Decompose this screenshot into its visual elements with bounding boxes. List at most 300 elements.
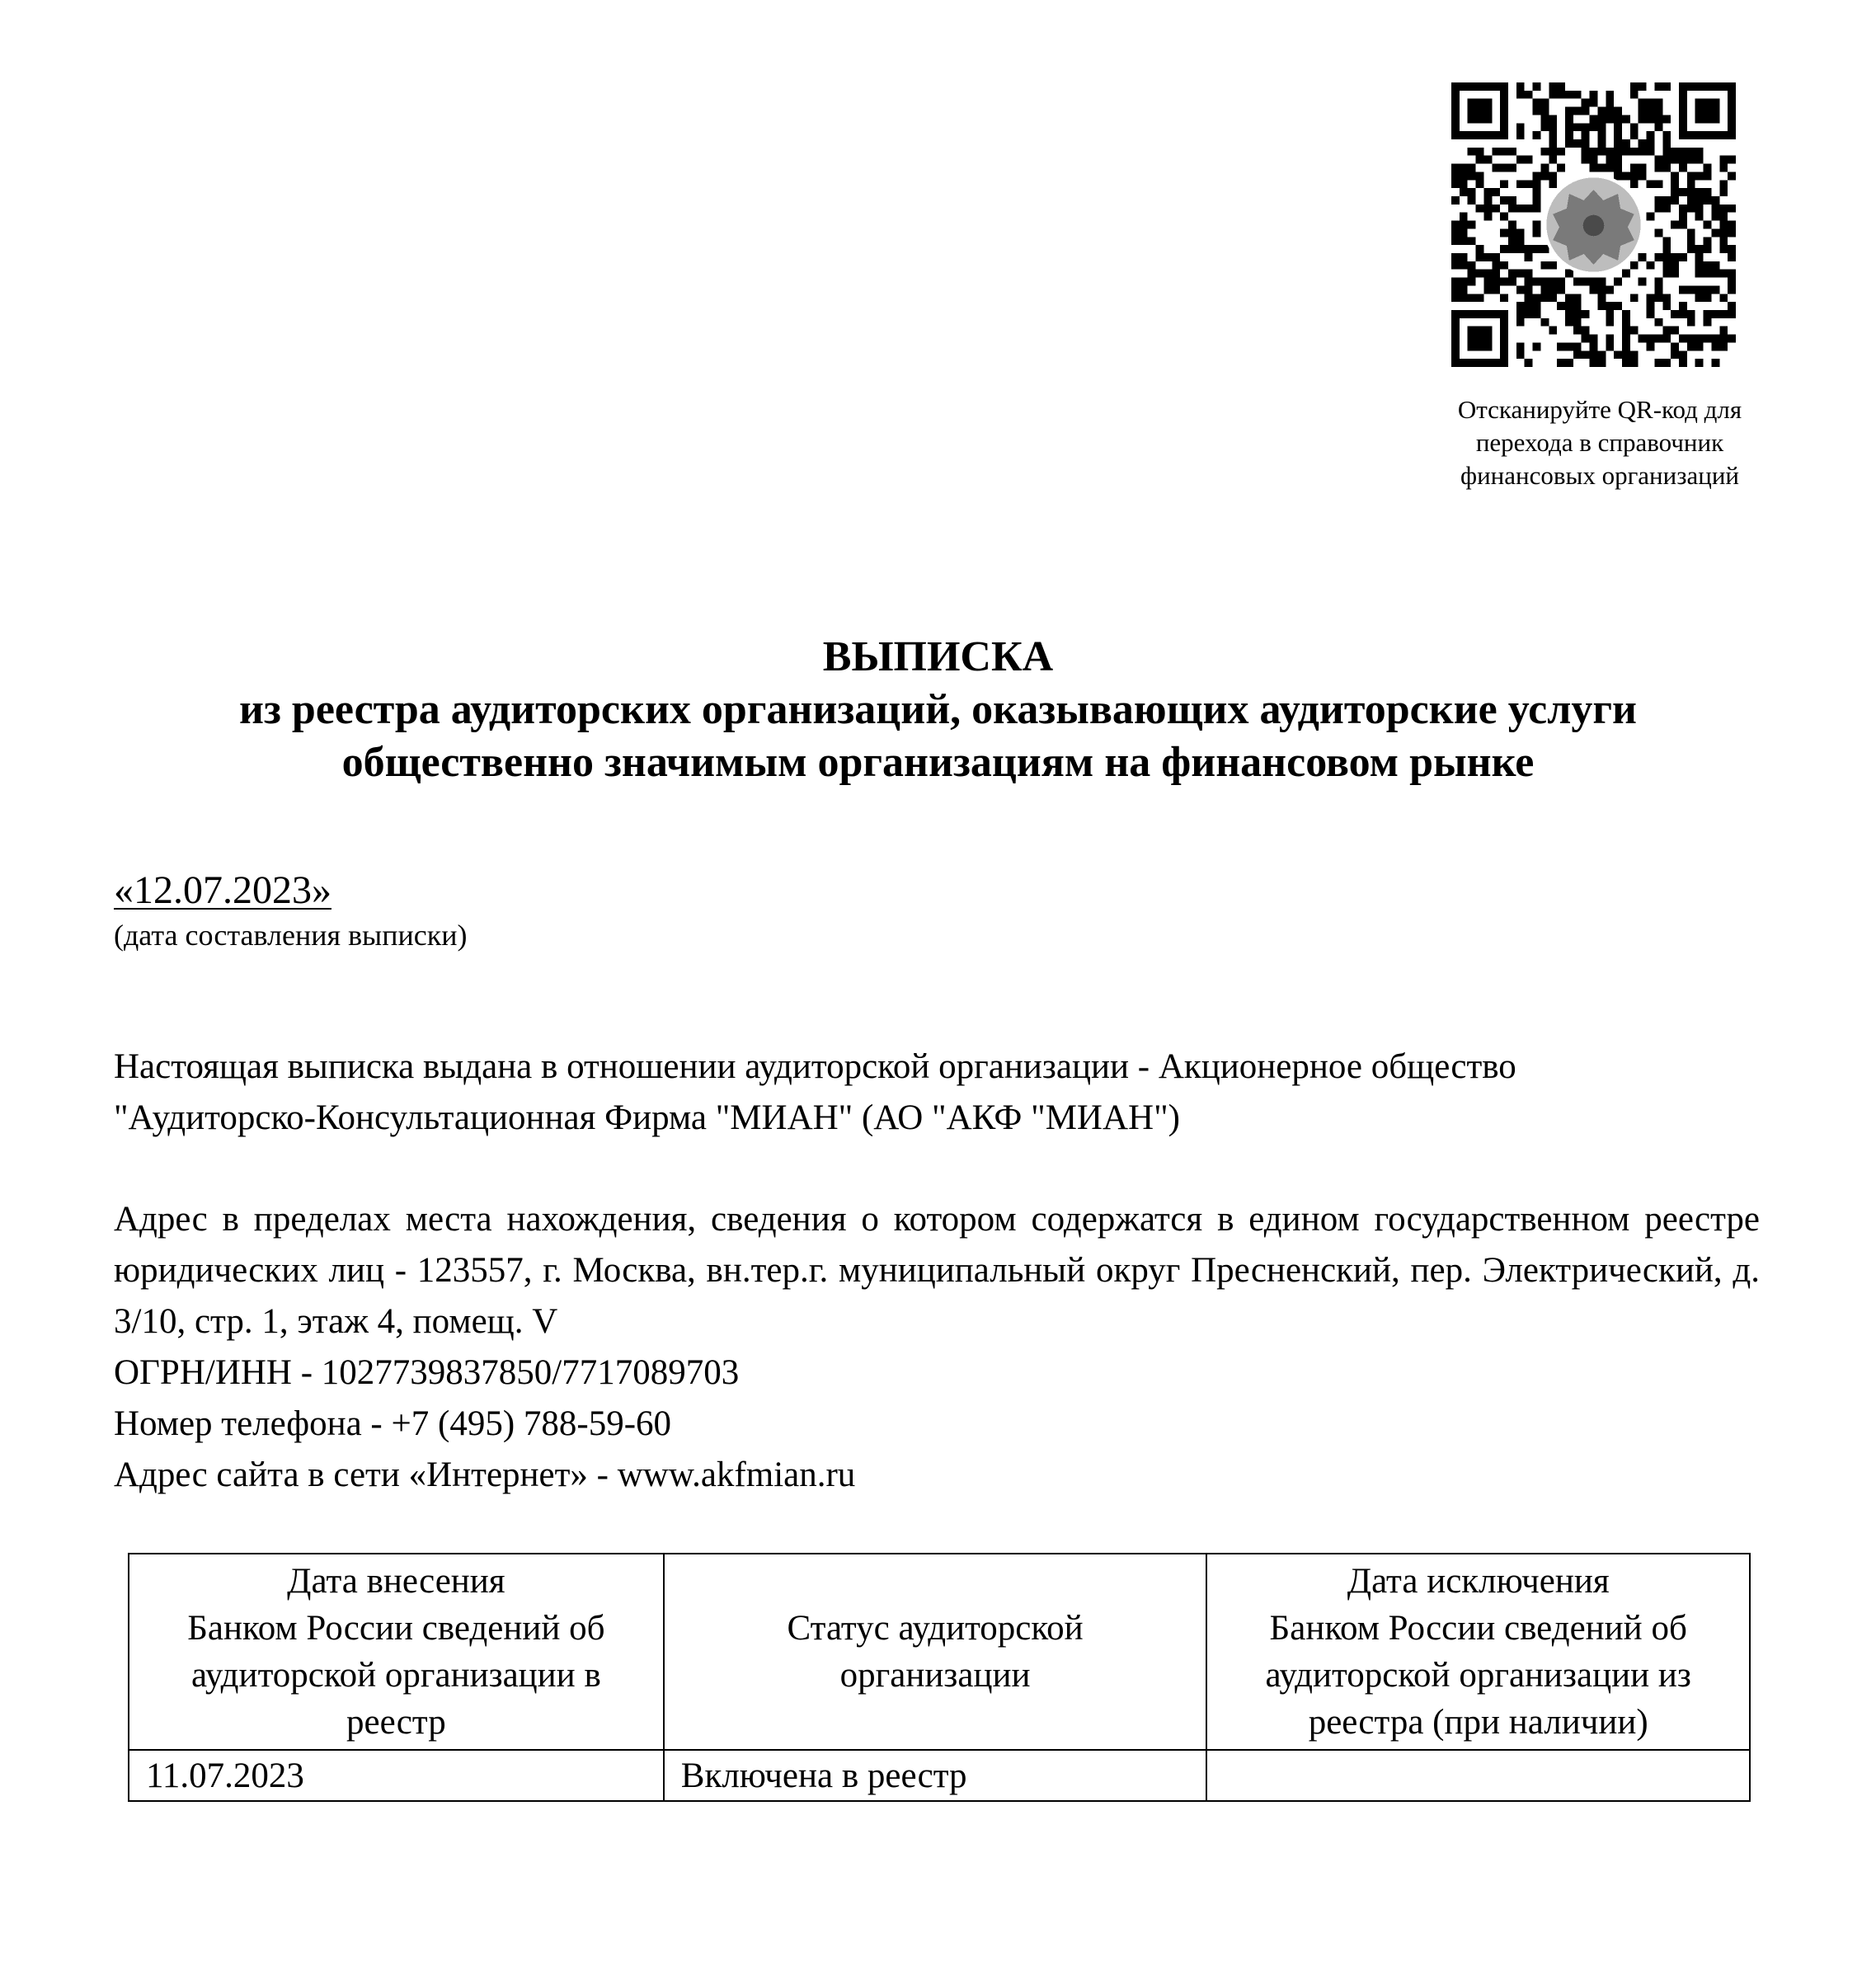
qr-module bbox=[1662, 335, 1671, 343]
qr-module bbox=[1614, 107, 1622, 115]
qr-module bbox=[1500, 148, 1508, 156]
qr-module bbox=[1565, 123, 1573, 131]
qr-module bbox=[1622, 318, 1630, 327]
qr-module bbox=[1671, 180, 1679, 188]
qr-module bbox=[1468, 278, 1476, 286]
qr-module bbox=[1719, 180, 1728, 188]
qr-module bbox=[1483, 213, 1492, 221]
qr-module bbox=[1500, 213, 1508, 221]
qr-module bbox=[1687, 318, 1695, 327]
qr-module bbox=[1647, 139, 1655, 148]
qr-module bbox=[1695, 196, 1704, 205]
qr-module bbox=[1662, 115, 1671, 123]
qr-module bbox=[1573, 123, 1582, 131]
qr-module bbox=[1695, 205, 1704, 213]
qr-module bbox=[1460, 278, 1468, 286]
qr-module bbox=[1468, 261, 1476, 270]
qr-module bbox=[1597, 294, 1606, 302]
qr-module bbox=[1728, 302, 1736, 310]
qr-module bbox=[1654, 115, 1662, 123]
qr-module bbox=[1582, 99, 1590, 107]
qr-module bbox=[1647, 261, 1655, 270]
qr-module bbox=[1606, 164, 1614, 172]
qr-module bbox=[1695, 188, 1704, 196]
qr-module bbox=[1647, 115, 1655, 123]
qr-module bbox=[1549, 294, 1557, 302]
qr-module bbox=[1704, 188, 1712, 196]
qr-module bbox=[1630, 164, 1639, 172]
qr-module bbox=[1468, 221, 1476, 229]
qr-module bbox=[1460, 237, 1468, 245]
qr-module bbox=[1654, 180, 1662, 188]
qr-module bbox=[1597, 139, 1606, 148]
qr-module bbox=[1719, 335, 1728, 343]
qr-module bbox=[1614, 172, 1622, 180]
qr-module bbox=[1468, 237, 1476, 245]
qr-module bbox=[1460, 213, 1468, 221]
qr-module bbox=[1704, 237, 1712, 245]
qr-module bbox=[1654, 335, 1662, 343]
qr-module bbox=[1639, 107, 1647, 115]
qr-module bbox=[1695, 213, 1704, 221]
qr-module bbox=[1460, 294, 1468, 302]
qr-module bbox=[1654, 99, 1662, 107]
qr-module bbox=[1728, 285, 1736, 294]
qr-module bbox=[1597, 123, 1606, 131]
qr-module bbox=[1662, 261, 1671, 270]
qr-module bbox=[1695, 270, 1704, 278]
qr-module bbox=[1540, 115, 1549, 123]
header-text: Банком России сведений об bbox=[1269, 1609, 1687, 1648]
qr-module bbox=[1630, 91, 1639, 99]
qr-module bbox=[1565, 270, 1573, 278]
qr-module bbox=[1565, 107, 1573, 115]
qr-module bbox=[1582, 139, 1590, 148]
qr-module bbox=[1549, 123, 1557, 131]
qr-module bbox=[1516, 350, 1525, 359]
qr-module bbox=[1728, 253, 1736, 261]
qr-module bbox=[1662, 139, 1671, 148]
qr-module bbox=[1557, 342, 1565, 350]
qr-module bbox=[1516, 228, 1525, 237]
qr-module bbox=[1582, 107, 1590, 115]
qr-module bbox=[1590, 335, 1598, 343]
qr-module bbox=[1582, 123, 1590, 131]
qr-module bbox=[1500, 228, 1508, 237]
qr-module bbox=[1679, 156, 1687, 164]
table-header-row bbox=[129, 1554, 1750, 1750]
qr-module bbox=[1606, 310, 1614, 318]
qr-module bbox=[1687, 342, 1695, 350]
qr-module bbox=[1654, 82, 1662, 91]
qr-module bbox=[1719, 270, 1728, 278]
qr-module bbox=[1500, 294, 1508, 302]
qr-module bbox=[1573, 139, 1582, 148]
qr-module bbox=[1606, 156, 1614, 164]
qr-module bbox=[1671, 310, 1679, 318]
qr-module bbox=[1492, 270, 1500, 278]
qr-module bbox=[1549, 327, 1557, 335]
qr-module bbox=[1451, 261, 1460, 270]
qr-module bbox=[1647, 148, 1655, 156]
qr-module bbox=[1516, 237, 1525, 245]
qr-module bbox=[1622, 172, 1630, 180]
qr-module bbox=[1590, 123, 1598, 131]
qr-module bbox=[1630, 180, 1639, 188]
qr-module bbox=[1483, 253, 1492, 261]
qr-module bbox=[1728, 310, 1736, 318]
qr-module bbox=[1654, 359, 1662, 367]
qr-caption-line: перехода в справочник bbox=[1475, 428, 1724, 457]
header-text: организации bbox=[839, 1656, 1031, 1695]
qr-module bbox=[1711, 228, 1719, 237]
phone-number: Номер телефона - +7 (495) 788-59-60 bbox=[114, 1404, 672, 1443]
qr-module bbox=[1460, 261, 1468, 270]
qr-module bbox=[1654, 278, 1662, 286]
qr-module bbox=[1590, 164, 1598, 172]
qr-module bbox=[1525, 302, 1533, 310]
qr-module bbox=[1679, 310, 1687, 318]
qr-module bbox=[1695, 342, 1704, 350]
qr-module bbox=[1508, 228, 1516, 237]
qr-module bbox=[1639, 99, 1647, 107]
qr-module bbox=[1654, 318, 1662, 327]
qr-module bbox=[1516, 302, 1525, 310]
qr-code-icon[interactable] bbox=[1451, 82, 1736, 367]
qr-module bbox=[1573, 278, 1582, 286]
qr-module bbox=[1654, 156, 1662, 164]
qr-module bbox=[1508, 270, 1516, 278]
qr-module bbox=[1687, 180, 1695, 188]
registry-table bbox=[128, 1553, 1751, 1802]
qr-module bbox=[1460, 228, 1468, 237]
qr-module bbox=[1704, 294, 1712, 302]
qr-module bbox=[1639, 115, 1647, 123]
qr-module bbox=[1451, 294, 1460, 302]
qr-module bbox=[1654, 196, 1662, 205]
qr-module bbox=[1516, 131, 1525, 139]
qr-module bbox=[1525, 294, 1533, 302]
qr-module bbox=[1540, 107, 1549, 115]
qr-module bbox=[1704, 221, 1712, 229]
qr-module bbox=[1508, 221, 1516, 229]
qr-module bbox=[1533, 172, 1541, 180]
qr-module bbox=[1565, 91, 1573, 99]
qr-module bbox=[1525, 245, 1533, 253]
qr-module bbox=[1533, 221, 1541, 229]
qr-module bbox=[1662, 164, 1671, 172]
qr-module bbox=[1525, 91, 1533, 99]
qr-module bbox=[1711, 335, 1719, 343]
qr-module bbox=[1639, 278, 1647, 286]
qr-module bbox=[1525, 205, 1533, 213]
qr-module bbox=[1639, 164, 1647, 172]
qr-module bbox=[1630, 359, 1639, 367]
qr-module bbox=[1516, 285, 1525, 294]
qr-module bbox=[1460, 172, 1468, 180]
qr-module bbox=[1582, 131, 1590, 139]
qr-module bbox=[1719, 237, 1728, 245]
qr-module bbox=[1728, 335, 1736, 343]
qr-module bbox=[1483, 278, 1492, 286]
qr-module bbox=[1614, 123, 1622, 131]
qr-module bbox=[1549, 261, 1557, 270]
qr-module bbox=[1606, 342, 1614, 350]
qr-module bbox=[1647, 213, 1655, 221]
qr-module bbox=[1622, 148, 1630, 156]
issue-date-block bbox=[114, 866, 468, 953]
header-text: аудиторской организации в bbox=[190, 1656, 601, 1695]
qr-module bbox=[1606, 107, 1614, 115]
qr-module bbox=[1590, 99, 1598, 107]
qr-module bbox=[1476, 180, 1484, 188]
qr-module bbox=[1516, 82, 1525, 91]
qr-module bbox=[1614, 148, 1622, 156]
qr-module bbox=[1687, 237, 1695, 245]
header-text: Дата исключения bbox=[1347, 1562, 1610, 1601]
qr-module bbox=[1630, 123, 1639, 131]
qr-module bbox=[1468, 164, 1476, 172]
issue-date: «12.07.2023» bbox=[114, 868, 331, 912]
qr-module bbox=[1549, 148, 1557, 156]
qr-module bbox=[1516, 205, 1525, 213]
qr-module bbox=[1500, 245, 1508, 253]
qr-module bbox=[1516, 270, 1525, 278]
qr-module bbox=[1728, 228, 1736, 237]
qr-module bbox=[1728, 221, 1736, 229]
qr-module bbox=[1540, 278, 1549, 286]
qr-module bbox=[1451, 253, 1460, 261]
qr-module bbox=[1687, 205, 1695, 213]
qr-module bbox=[1671, 156, 1679, 164]
qr-module bbox=[1662, 148, 1671, 156]
qr-module bbox=[1662, 82, 1671, 91]
qr-module bbox=[1533, 196, 1541, 205]
qr-module bbox=[1460, 188, 1468, 196]
ogrn-inn: ОГРН/ИНН - 1027739837850/7717089703 bbox=[114, 1353, 740, 1392]
qr-module bbox=[1622, 139, 1630, 148]
qr-module bbox=[1695, 156, 1704, 164]
qr-module bbox=[1597, 164, 1606, 172]
qr-module bbox=[1606, 335, 1614, 343]
qr-module bbox=[1671, 253, 1679, 261]
qr-module bbox=[1597, 302, 1606, 310]
qr-module bbox=[1549, 139, 1557, 148]
qr-module bbox=[1719, 327, 1728, 335]
qr-module bbox=[1565, 318, 1573, 327]
qr-module bbox=[1687, 156, 1695, 164]
qr-module bbox=[1590, 278, 1598, 286]
qr-module bbox=[1622, 350, 1630, 359]
qr-module bbox=[1533, 131, 1541, 139]
qr-module bbox=[1540, 123, 1549, 131]
qr-module bbox=[1728, 278, 1736, 286]
qr-module bbox=[1679, 213, 1687, 221]
qr-module bbox=[1719, 342, 1728, 350]
qr-module bbox=[1508, 196, 1516, 205]
qr-module bbox=[1500, 196, 1508, 205]
qr-code-block bbox=[1451, 82, 1740, 367]
qr-module bbox=[1590, 342, 1598, 350]
qr-module bbox=[1687, 335, 1695, 343]
qr-module bbox=[1451, 228, 1460, 237]
qr-module bbox=[1662, 302, 1671, 310]
qr-module bbox=[1711, 310, 1719, 318]
qr-module bbox=[1662, 270, 1671, 278]
qr-module bbox=[1719, 188, 1728, 196]
qr-module bbox=[1582, 278, 1590, 286]
qr-module bbox=[1516, 123, 1525, 131]
qr-module bbox=[1533, 294, 1541, 302]
qr-module bbox=[1597, 350, 1606, 359]
qr-module bbox=[1597, 148, 1606, 156]
qr-module bbox=[1492, 148, 1500, 156]
qr-module bbox=[1508, 278, 1516, 286]
qr-module bbox=[1647, 180, 1655, 188]
qr-module bbox=[1679, 285, 1687, 294]
qr-module bbox=[1492, 278, 1500, 286]
qr-module bbox=[1597, 107, 1606, 115]
qr-module bbox=[1679, 335, 1687, 343]
qr-module bbox=[1647, 107, 1655, 115]
qr-module bbox=[1540, 261, 1549, 270]
qr-module bbox=[1533, 205, 1541, 213]
qr-module bbox=[1460, 164, 1468, 172]
qr-module bbox=[1468, 148, 1476, 156]
qr-module bbox=[1630, 327, 1639, 335]
qr-module bbox=[1622, 270, 1630, 278]
qr-module bbox=[1662, 131, 1671, 139]
qr-module bbox=[1525, 310, 1533, 318]
qr-module bbox=[1451, 172, 1460, 180]
qr-module bbox=[1573, 350, 1582, 359]
qr-module bbox=[1662, 327, 1671, 335]
qr-module bbox=[1468, 172, 1476, 180]
qr-caption-line: Отсканируйте QR-код для bbox=[1457, 395, 1742, 424]
qr-module bbox=[1582, 327, 1590, 335]
qr-module bbox=[1500, 164, 1508, 172]
qr-module bbox=[1557, 148, 1565, 156]
qr-module bbox=[1614, 156, 1622, 164]
qr-module bbox=[1719, 294, 1728, 302]
qr-module bbox=[1687, 228, 1695, 237]
qr-module bbox=[1451, 180, 1460, 188]
qr-module bbox=[1500, 261, 1508, 270]
title-line-3: общественно значимым организациям на финансовом рынке bbox=[341, 739, 1535, 786]
qr-module bbox=[1476, 294, 1484, 302]
qr-module bbox=[1711, 213, 1719, 221]
qr-module bbox=[1711, 359, 1719, 367]
qr-module bbox=[1630, 148, 1639, 156]
title-line-2: из реестра аудиторских организаций, оказывающих аудиторские услуги bbox=[239, 686, 1637, 733]
qr-module bbox=[1704, 310, 1712, 318]
qr-module bbox=[1540, 164, 1549, 172]
qr-module bbox=[1540, 99, 1549, 107]
qr-module bbox=[1647, 294, 1655, 302]
qr-module bbox=[1565, 131, 1573, 139]
qr-module bbox=[1711, 285, 1719, 294]
qr-module bbox=[1557, 285, 1565, 294]
qr-module bbox=[1711, 261, 1719, 270]
qr-module bbox=[1687, 196, 1695, 205]
qr-module bbox=[1671, 327, 1679, 335]
qr-module bbox=[1662, 237, 1671, 245]
qr-module bbox=[1622, 310, 1630, 318]
qr-module bbox=[1639, 148, 1647, 156]
qr-module bbox=[1614, 302, 1622, 310]
qr-module bbox=[1622, 115, 1630, 123]
qr-module bbox=[1679, 205, 1687, 213]
qr-module bbox=[1695, 261, 1704, 270]
qr-module bbox=[1476, 270, 1484, 278]
qr-module bbox=[1549, 131, 1557, 139]
qr-module bbox=[1590, 285, 1598, 294]
qr-module bbox=[1516, 342, 1525, 350]
website: Адрес сайта в сети «Интернет» - www.akfmian.ru bbox=[114, 1455, 856, 1494]
qr-module bbox=[1525, 285, 1533, 294]
qr-module bbox=[1590, 115, 1598, 123]
qr-module bbox=[1606, 148, 1614, 156]
qr-module bbox=[1662, 196, 1671, 205]
qr-module bbox=[1614, 139, 1622, 148]
qr-module bbox=[1671, 261, 1679, 270]
qr-module bbox=[1614, 350, 1622, 359]
qr-module bbox=[1704, 172, 1712, 180]
qr-module bbox=[1525, 253, 1533, 261]
qr-module bbox=[1662, 253, 1671, 261]
qr-module bbox=[1451, 196, 1460, 205]
qr-module bbox=[1654, 294, 1662, 302]
qr-module bbox=[1590, 156, 1598, 164]
qr-module bbox=[1525, 156, 1533, 164]
qr-module bbox=[1516, 180, 1525, 188]
qr-module bbox=[1451, 278, 1460, 286]
qr-module bbox=[1597, 131, 1606, 139]
qr-module bbox=[1582, 310, 1590, 318]
qr-module bbox=[1476, 245, 1484, 253]
qr-module bbox=[1719, 310, 1728, 318]
qr-module bbox=[1671, 196, 1679, 205]
qr-module bbox=[1662, 205, 1671, 213]
qr-module bbox=[1533, 302, 1541, 310]
qr-module bbox=[1582, 156, 1590, 164]
header-text: Банком России сведений об bbox=[187, 1609, 605, 1648]
qr-module bbox=[1492, 188, 1500, 196]
qr-module bbox=[1728, 245, 1736, 253]
qr-module bbox=[1671, 188, 1679, 196]
qr-module bbox=[1573, 318, 1582, 327]
qr-module bbox=[1647, 342, 1655, 350]
qr-module bbox=[1516, 156, 1525, 164]
qr-module bbox=[1557, 302, 1565, 310]
qr-module bbox=[1630, 294, 1639, 302]
qr-module bbox=[1606, 91, 1614, 99]
qr-module bbox=[1476, 172, 1484, 180]
qr-module bbox=[1662, 245, 1671, 253]
qr-module bbox=[1525, 278, 1533, 286]
qr-module bbox=[1597, 359, 1606, 367]
qr-module bbox=[1500, 278, 1508, 286]
qr-module bbox=[1533, 82, 1541, 91]
cell-date-excluded bbox=[1206, 1750, 1750, 1801]
qr-module bbox=[1687, 245, 1695, 253]
qr-caption bbox=[1402, 393, 1798, 492]
qr-module bbox=[1549, 180, 1557, 188]
qr-module bbox=[1533, 188, 1541, 196]
qr-module bbox=[1540, 318, 1549, 327]
table-row bbox=[129, 1750, 1750, 1801]
qr-module bbox=[1549, 278, 1557, 286]
